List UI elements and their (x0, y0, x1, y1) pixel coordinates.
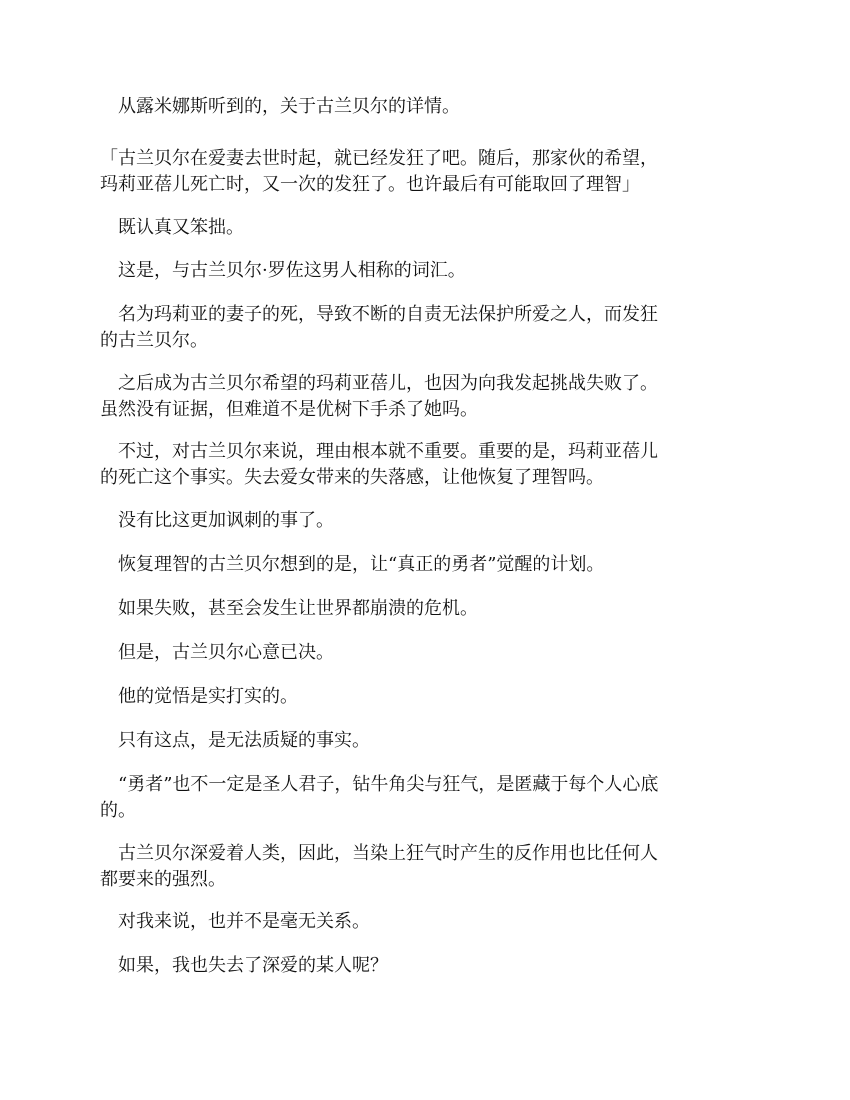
text-line: 不过，对古兰贝尔来说，理由根本就不重要。重要的是，玛莉亚蓓儿 (100, 441, 658, 462)
text-line: 只有这点，是无法质疑的事实。 (100, 730, 370, 751)
text-line: 古兰贝尔深爱着人类，因此，当染上狂气时产生的反作用也比任何人 (100, 843, 658, 864)
text-line: 从露米娜斯听到的，关于古兰贝尔的详情。 (100, 96, 460, 117)
paragraph (100, 94, 750, 120)
text-line: 对我来说，也并不是毫无关系。 (100, 911, 370, 932)
text-line: 既认真又笨拙。 (100, 217, 244, 238)
text-line: 虽然没有证据，但难道不是优树下手杀了她吗。 (100, 399, 478, 420)
paragraph (100, 596, 750, 622)
text-line: 名为玛莉亚的妻子的死，导致不断的自责无法保护所爱之人，而发狂 (100, 304, 658, 325)
paragraph (100, 728, 750, 754)
paragraph (100, 302, 750, 354)
text-line: 他的觉悟是实打实的。 (100, 686, 298, 707)
paragraph (100, 371, 750, 423)
paragraph (100, 146, 750, 198)
text-line: 的。 (100, 800, 136, 821)
paragraph (100, 909, 750, 935)
text-line: 的死亡这个事实。失去爱女带来的失落感，让他恢复了理智吗。 (100, 467, 604, 488)
text-line: 但是，古兰贝尔心意已决。 (100, 642, 334, 663)
text-line: 的古兰贝尔。 (100, 330, 208, 351)
paragraph (100, 258, 750, 284)
text-line: 恢复理智的古兰贝尔想到的是，让“真正的勇者”觉醒的计划。 (100, 554, 605, 575)
paragraph (100, 684, 750, 710)
text-line: 如果失败，甚至会发生让世界都崩溃的危机。 (100, 598, 478, 619)
text-line: 都要来的强烈。 (100, 869, 226, 890)
text-line: 「古兰贝尔在爱妻去世时起，就已经发狂了吧。随后，那家伙的希望， (100, 148, 658, 169)
text-line: 玛莉亚蓓儿死亡时，又一次的发狂了。也许最后有可能取回了理智」 (100, 174, 640, 195)
paragraph (100, 508, 750, 534)
text-line: 如果，我也失去了深爱的某人呢？ (100, 955, 388, 976)
text-line: “勇者”也不一定是圣人君子，钻牛角尖与狂气，是匿藏于每个人心底 (100, 774, 659, 795)
paragraph (100, 439, 750, 491)
text-line: 没有比这更加讽刺的事了。 (100, 510, 334, 531)
text-line: 之后成为古兰贝尔希望的玛莉亚蓓儿，也因为向我发起挑战失败了。 (100, 373, 658, 394)
paragraph (100, 215, 750, 241)
paragraph (100, 841, 750, 893)
paragraph (100, 772, 750, 824)
paragraph (100, 552, 750, 578)
paragraph (100, 953, 750, 979)
paragraph (100, 640, 750, 666)
text-line: 这是，与古兰贝尔·罗佐这男人相称的词汇。 (100, 260, 466, 281)
